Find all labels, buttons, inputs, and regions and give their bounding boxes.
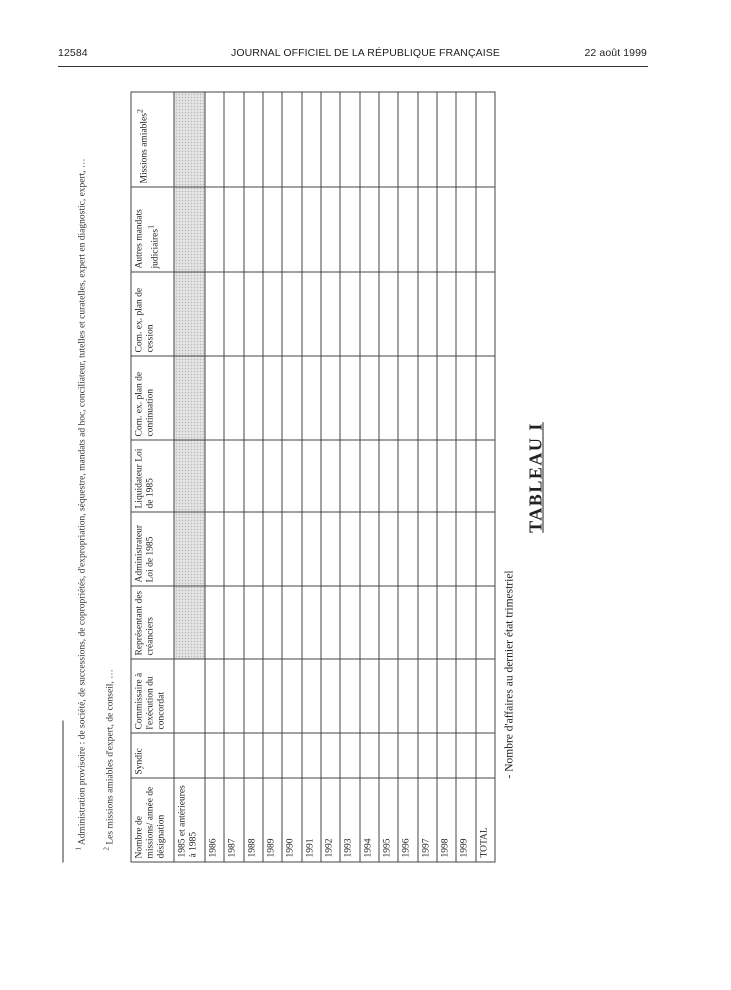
table-row	[174, 92, 205, 862]
shaded-cell	[174, 586, 205, 659]
table-cell	[398, 440, 417, 512]
column-header: Syndic	[131, 733, 174, 778]
table-cell	[224, 356, 243, 440]
table-cell	[224, 92, 243, 187]
row-label: 1989	[263, 778, 282, 862]
footnote-rule	[63, 721, 64, 863]
table-cell	[302, 733, 321, 778]
table-cell	[418, 272, 437, 356]
table-cell	[418, 356, 437, 440]
table-cell	[340, 659, 359, 733]
table-cell	[456, 187, 475, 272]
rotated-table-area	[74, 93, 550, 863]
table-cell	[321, 92, 340, 187]
table-cell	[224, 187, 243, 272]
row-label: 1988	[244, 778, 263, 862]
table-cell	[418, 92, 437, 187]
table-cell	[476, 586, 496, 659]
table-cell	[360, 659, 379, 733]
footnote-1: $^1$ Administration provisoire : de société, de successions, de copropriétés, d'expropriation, séquestre, mandats ad hoc, conciliateur, tutelles et curatelles, expert en diagnostic, expert, …	[74, 158, 88, 851]
table-cell	[437, 92, 456, 187]
table-cell	[205, 187, 224, 272]
table-cell	[321, 512, 340, 586]
table-subtitle: - Nombre d'affaires au dernier état trimestriel	[503, 570, 516, 779]
table-cell	[340, 586, 359, 659]
table-cell	[437, 356, 456, 440]
table-cell	[282, 356, 301, 440]
row-label: 1995	[379, 778, 398, 862]
table-cell	[263, 187, 282, 272]
table-cell	[476, 272, 496, 356]
table-cell	[224, 733, 243, 778]
table-cell	[476, 356, 496, 440]
table-cell	[379, 733, 398, 778]
table-cell	[244, 92, 263, 187]
table-cell	[224, 512, 243, 586]
table-cell	[244, 733, 263, 778]
table-cell	[321, 586, 340, 659]
row-label: 1991	[302, 778, 321, 862]
table-cell	[244, 440, 263, 512]
table-cell	[302, 586, 321, 659]
table-cell	[360, 733, 379, 778]
table-cell	[244, 512, 263, 586]
page-number: 12584	[58, 47, 88, 59]
table-cell	[437, 187, 456, 272]
shaded-cell	[174, 512, 205, 586]
shaded-cell	[174, 187, 205, 272]
table-cell	[456, 733, 475, 778]
table-cell	[476, 440, 496, 512]
table-cell	[456, 586, 475, 659]
table-cell	[398, 92, 417, 187]
table-cell	[340, 356, 359, 440]
table-cell	[340, 272, 359, 356]
table-cell	[321, 272, 340, 356]
table-cell	[321, 440, 340, 512]
table-cell	[282, 187, 301, 272]
table-cell	[244, 356, 263, 440]
table-cell	[205, 586, 224, 659]
issue-date: 22 août 1999	[584, 47, 647, 59]
table-cell	[263, 440, 282, 512]
table-cell	[379, 187, 398, 272]
row-label: 1986	[205, 778, 224, 862]
table-cell	[360, 92, 379, 187]
table-cell	[321, 733, 340, 778]
table-cell	[379, 92, 398, 187]
table-cell	[360, 512, 379, 586]
table-cell	[456, 659, 475, 733]
table-cell	[302, 187, 321, 272]
column-header: Autres mandats judiciaires$^1$	[131, 187, 174, 272]
table-row	[282, 92, 301, 862]
table-cell	[437, 512, 456, 586]
table-cell	[476, 187, 496, 272]
table-cell	[437, 659, 456, 733]
table-cell	[456, 92, 475, 187]
table-row	[437, 92, 456, 862]
column-header: Représentant des créanciers	[131, 586, 174, 659]
table-cell	[282, 512, 301, 586]
row-label: 1998	[437, 778, 456, 862]
table-cell	[398, 586, 417, 659]
row-label: 1994	[360, 778, 379, 862]
table-cell	[476, 733, 496, 778]
total-row	[476, 92, 496, 862]
column-header: Liquidateur Loi de 1985	[131, 440, 174, 512]
table-row	[398, 92, 417, 862]
cases-table	[131, 92, 496, 863]
table-cell	[379, 440, 398, 512]
table-cell	[379, 512, 398, 586]
table-cell	[360, 187, 379, 272]
table-row	[418, 92, 437, 862]
row-label: 1993	[340, 778, 359, 862]
row-label: 1985 et antérieures à 1985	[174, 778, 205, 862]
table-cell	[282, 659, 301, 733]
table-cell	[302, 440, 321, 512]
column-header: Com. ex. plan de continuation	[131, 356, 174, 440]
row-label: TOTAL	[476, 778, 496, 862]
table-cell	[205, 440, 224, 512]
table-cell	[418, 733, 437, 778]
table-cell	[418, 440, 437, 512]
table-cell	[263, 659, 282, 733]
table-cell	[379, 586, 398, 659]
table-cell	[174, 733, 205, 778]
table-cell	[321, 356, 340, 440]
table-cell	[282, 272, 301, 356]
table-cell	[456, 440, 475, 512]
row-label: 1990	[282, 778, 301, 862]
table-cell	[263, 512, 282, 586]
table-row	[379, 92, 398, 862]
table-cell	[224, 586, 243, 659]
shaded-cell	[174, 440, 205, 512]
table-cell	[437, 272, 456, 356]
table-cell	[263, 586, 282, 659]
table-cell	[224, 272, 243, 356]
table-cell	[205, 659, 224, 733]
table-row	[244, 92, 263, 862]
table-row	[321, 92, 340, 862]
table-cell	[302, 272, 321, 356]
table-row	[205, 92, 224, 862]
table-header-row	[131, 92, 174, 862]
table-cell	[360, 272, 379, 356]
table-cell	[244, 187, 263, 272]
row-label: 1999	[456, 778, 475, 862]
table-cell	[205, 512, 224, 586]
shaded-cell	[174, 92, 205, 187]
table-cell	[360, 440, 379, 512]
shaded-cell	[174, 272, 205, 356]
table-cell	[379, 659, 398, 733]
row-label: 1992	[321, 778, 340, 862]
table-cell	[244, 659, 263, 733]
table-cell	[398, 187, 417, 272]
table-cell	[282, 92, 301, 187]
table-row	[456, 92, 475, 862]
table-cell	[418, 659, 437, 733]
table-cell	[360, 586, 379, 659]
table-cell	[476, 92, 496, 187]
table-cell	[437, 586, 456, 659]
table-cell	[437, 440, 456, 512]
table-cell	[174, 659, 205, 733]
table-cell	[263, 356, 282, 440]
table-cell	[321, 187, 340, 272]
table-cell	[302, 659, 321, 733]
journal-title: JOURNAL OFFICIEL DE LA RÉPUBLIQUE FRANÇAISE	[231, 47, 500, 59]
table-row	[302, 92, 321, 862]
table-cell	[205, 356, 224, 440]
table-cell	[244, 586, 263, 659]
column-header: Administrateur Loi de 1985	[131, 512, 174, 586]
table-cell	[205, 733, 224, 778]
table-cell	[456, 272, 475, 356]
table-cell	[476, 512, 496, 586]
table-cell	[437, 733, 456, 778]
table-cell	[418, 586, 437, 659]
row-label: 1997	[418, 778, 437, 862]
shaded-cell	[174, 356, 205, 440]
table-cell	[398, 356, 417, 440]
table-cell	[340, 92, 359, 187]
row-label: 1996	[398, 778, 417, 862]
table-cell	[340, 440, 359, 512]
table-cell	[224, 659, 243, 733]
table-cell	[263, 92, 282, 187]
table-cell	[263, 272, 282, 356]
footnote-2: $^2$ Les missions amiables d'expert, de conseil, …	[102, 669, 116, 851]
table-cell	[340, 187, 359, 272]
table-cell	[398, 733, 417, 778]
table-cell	[282, 440, 301, 512]
table-cell	[360, 356, 379, 440]
table-cell	[379, 356, 398, 440]
table-cell	[244, 272, 263, 356]
table-cell	[282, 733, 301, 778]
table-cell	[476, 659, 496, 733]
table-cell	[282, 586, 301, 659]
table-cell	[302, 92, 321, 187]
table-cell	[263, 733, 282, 778]
table-row	[263, 92, 282, 862]
table-cell	[379, 272, 398, 356]
table-cell	[302, 356, 321, 440]
footnotes	[0, 93, 123, 863]
table-row	[224, 92, 243, 862]
column-header: Nombre de missions/ année de désignation	[131, 778, 174, 862]
table-cell	[340, 512, 359, 586]
table-title: TABLEAU I	[525, 422, 546, 533]
table-cell	[398, 272, 417, 356]
column-header: Com. ex. plan de cession	[131, 272, 174, 356]
table-cell	[321, 659, 340, 733]
table-cell	[205, 272, 224, 356]
table-cell	[418, 512, 437, 586]
table-cell	[418, 187, 437, 272]
column-header: Missions amiables$^2$	[131, 92, 174, 187]
table-cell	[456, 356, 475, 440]
table-cell	[340, 733, 359, 778]
header-rule	[58, 66, 648, 67]
table-cell	[224, 440, 243, 512]
table-cell	[205, 92, 224, 187]
table-row	[340, 92, 359, 862]
column-header: Commissaire à l'exécution du concordat	[131, 659, 174, 733]
table-cell	[302, 512, 321, 586]
table-row	[360, 92, 379, 862]
table-cell	[398, 659, 417, 733]
row-label: 1987	[224, 778, 243, 862]
table-cell	[398, 512, 417, 586]
table-cell	[456, 512, 475, 586]
